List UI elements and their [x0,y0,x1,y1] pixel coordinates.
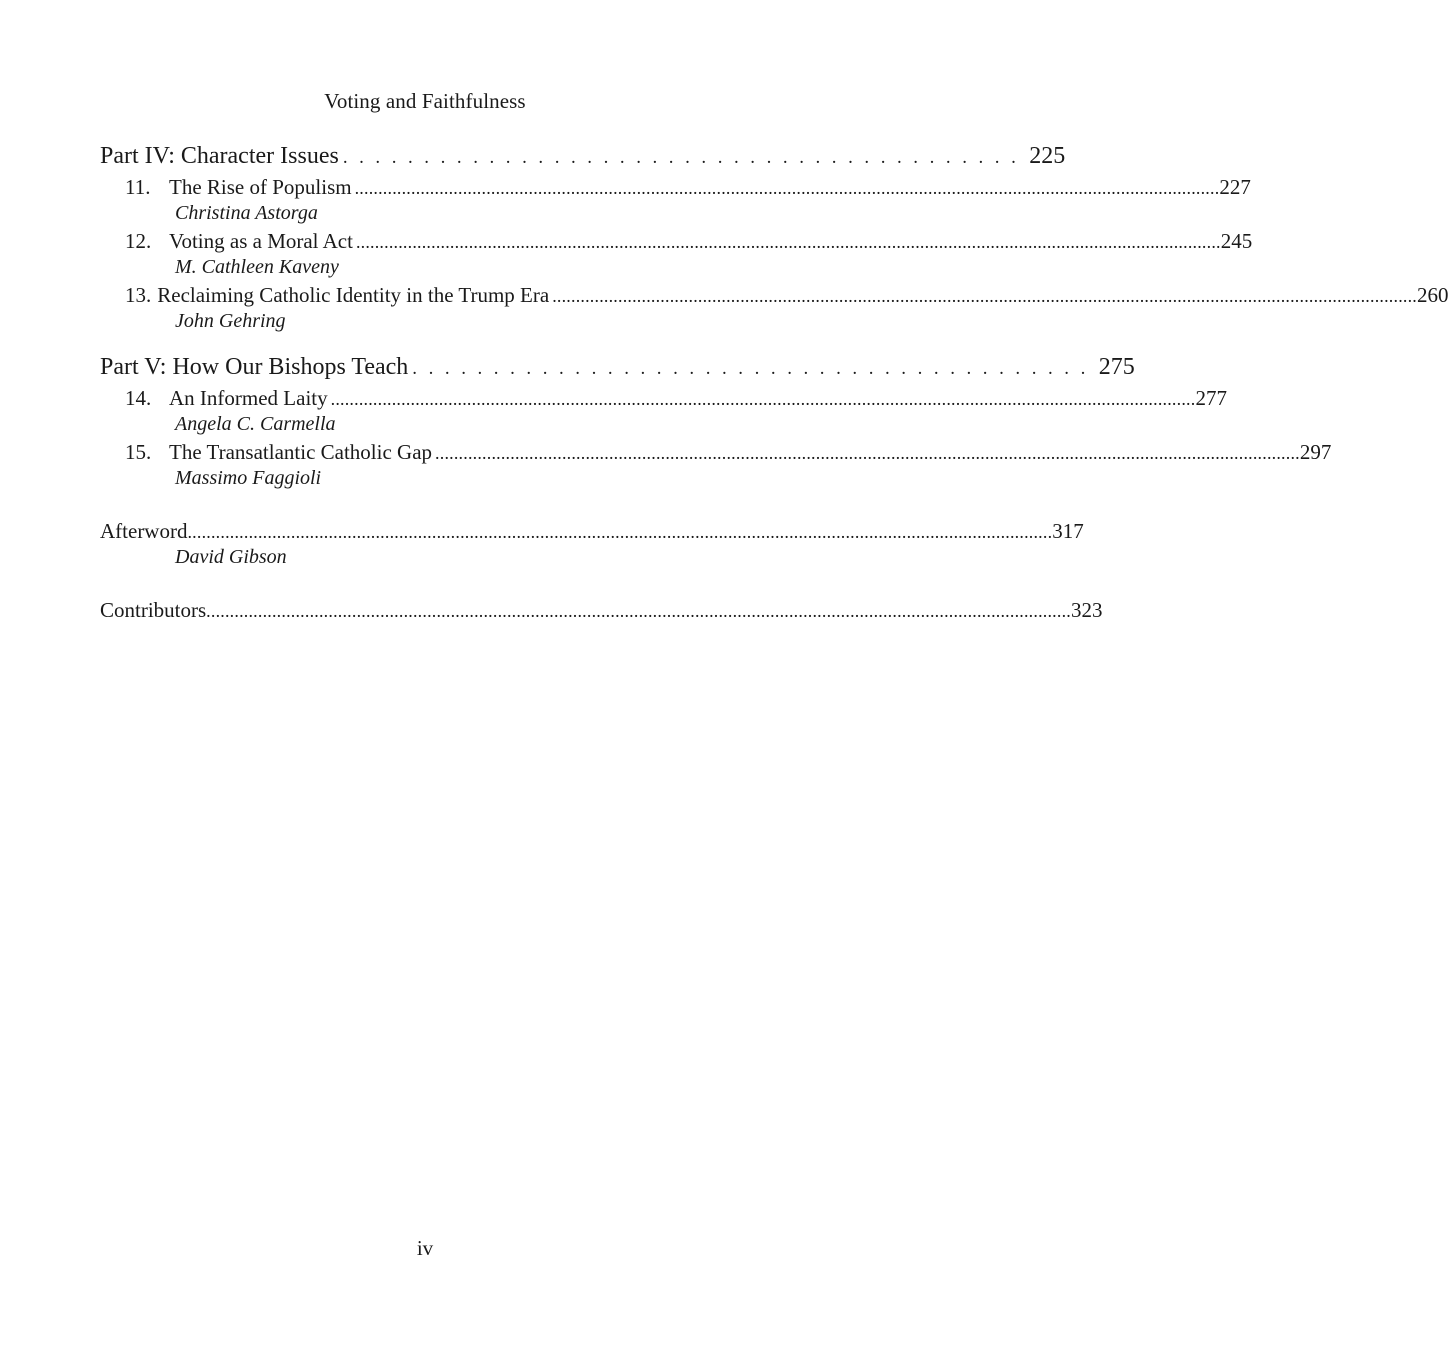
dot-leader: ........................................................................................................................................................................................ [330,389,1196,409]
page-number: 317 [1052,519,1084,543]
chapter-number: 15. [125,440,152,464]
chapter-author: Angela C. Carmella [175,413,336,435]
chapter-author: Christina Astorga [175,202,318,224]
dot-leader: ........................................................................................................................................................................................ [552,286,1418,306]
toc-part-row [100,143,1066,175]
chapter-number: 11. [125,175,151,199]
chapter-number: 12. [125,229,152,253]
page-folio: iv [416,1236,434,1260]
page-number: 227 [1219,175,1251,199]
part-title: Part V: How Our Bishops Teach [100,354,409,380]
page-number: 225 [1029,143,1066,169]
toc-chapter-row [100,386,1227,413]
dot-leader: . . . . . . . . . . . . . . . . . . . . . . . . . . . . . . . . . . . . . . . . . . [412,358,1089,379]
dot-leader: ........................................................................................................................................................................................ [435,443,1300,463]
dot-leader: ........................................................................................................................................................................................ [187,522,1053,542]
table-of-contents [100,143,1449,625]
afterword-author: David Gibson [175,546,287,568]
chapter-author: Massimo Faggioli [175,467,322,489]
afterword-title: Afterword [100,519,188,543]
page-number: 297 [1299,440,1332,464]
page-number: 245 [1220,229,1253,253]
chapter-author: M. Cathleen Kaveny [175,256,339,278]
chapter-title: An Informed Laity [169,386,328,410]
running-head: Voting and Faithfulness [324,89,526,113]
page-number: 275 [1098,354,1135,380]
chapter-title: The Transatlantic Catholic Gap [169,440,433,464]
dot-leader: ........................................................................................................................................................................................ [354,178,1220,198]
page-number: 277 [1195,386,1227,410]
contributors-title: Contributors [100,598,207,622]
toc-contributors-row [100,598,1103,625]
toc-chapter-row [100,175,1251,202]
part-title: Part IV: Character Issues [100,143,339,169]
toc-chapter-row [100,440,1332,467]
toc-part-row [100,354,1135,386]
dot-leader: ........................................................................................................................................................................................ [206,601,1071,621]
chapter-author: John Gehring [175,310,286,332]
chapter-title: The Rise of Populism [169,175,352,199]
chapter-title: Reclaiming Catholic Identity in the Trump Era [157,283,550,307]
page-number: 323 [1070,598,1103,622]
dot-leader: ........................................................................................................................................................................................ [355,232,1221,252]
toc-afterword-row [100,519,1084,546]
toc-chapter-row [100,229,1253,256]
toc-chapter-row [100,283,1449,310]
chapter-number: 13. [125,283,152,307]
chapter-number: 14. [125,386,152,410]
chapter-title: Voting as a Moral Act [169,229,353,253]
page-number: 260 [1417,283,1449,307]
dot-leader: . . . . . . . . . . . . . . . . . . . . . . . . . . . . . . . . . . . . . . . . . . [342,147,1020,168]
